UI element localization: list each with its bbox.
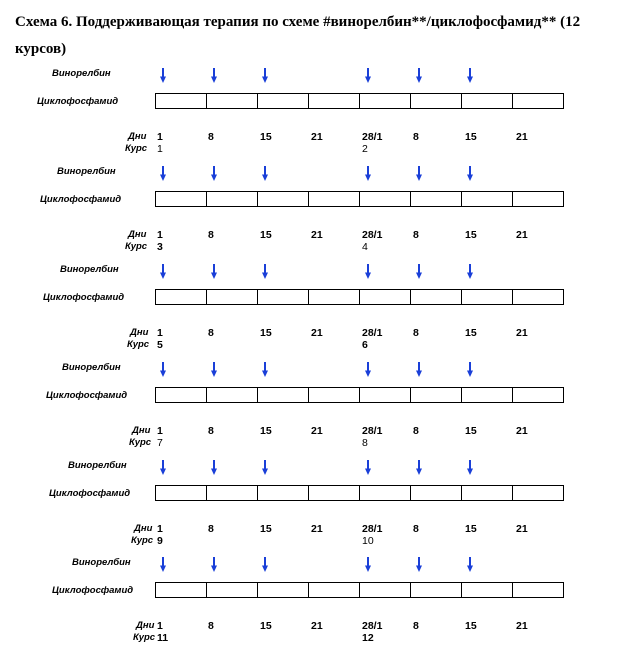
vinorelbine-label: Винорелбин xyxy=(57,166,116,177)
vinorelbine-dose-arrow-icon xyxy=(365,557,371,572)
day-number: 21 xyxy=(311,425,323,437)
vinorelbine-dose-arrow-icon xyxy=(262,68,268,83)
course-label: Курс xyxy=(125,241,148,252)
course-number: 5 xyxy=(157,339,163,351)
cyclophosphamide-label: Циклофосфамид xyxy=(40,194,122,205)
course-number: 4 xyxy=(362,241,368,253)
course-block xyxy=(0,557,630,651)
day-number: 8 xyxy=(413,327,419,339)
vinorelbine-dose-arrow-icon xyxy=(160,264,166,279)
cyclophosphamide-label: Циклофосфамид xyxy=(49,488,131,499)
day-number: 21 xyxy=(311,620,323,632)
vinorelbine-dose-arrow-icon xyxy=(467,362,473,377)
day-number: 21 xyxy=(311,523,323,535)
day-number: 21 xyxy=(516,131,528,143)
cyclophosphamide-day-segment xyxy=(309,486,360,500)
course-block xyxy=(0,166,630,260)
days-label: Дни xyxy=(132,425,151,436)
cyclophosphamide-label: Циклофосфамид xyxy=(43,292,125,303)
day-number: 8 xyxy=(413,620,419,632)
course-block xyxy=(0,362,630,456)
day-number: 21 xyxy=(311,229,323,241)
course-block xyxy=(0,264,630,358)
course-block xyxy=(0,68,630,162)
cyclophosphamide-day-segment xyxy=(360,583,411,597)
day-number: 21 xyxy=(516,620,528,632)
days-label: Дни xyxy=(134,523,153,534)
vinorelbine-dose-arrow-icon xyxy=(365,362,371,377)
vinorelbine-dose-arrow-icon xyxy=(416,362,422,377)
day-number: 8 xyxy=(208,327,214,339)
day-number: 28/1 xyxy=(362,327,383,339)
vinorelbine-label: Винорелбин xyxy=(52,68,111,79)
day-number: 21 xyxy=(516,229,528,241)
day-number: 15 xyxy=(260,131,272,143)
vinorelbine-dose-arrow-icon xyxy=(211,68,217,83)
cyclophosphamide-day-segment xyxy=(258,486,309,500)
vinorelbine-dose-arrow-icon xyxy=(416,460,422,475)
cyclophosphamide-day-segment xyxy=(462,583,513,597)
cyclophosphamide-day-segment xyxy=(258,94,309,108)
day-number: 28/1 xyxy=(362,523,383,535)
vinorelbine-dose-arrow-icon xyxy=(160,68,166,83)
course-number: 3 xyxy=(157,241,163,253)
day-number: 1 xyxy=(157,229,163,241)
day-number: 1 xyxy=(157,327,163,339)
day-number: 21 xyxy=(516,327,528,339)
cyclophosphamide-day-segment xyxy=(513,388,563,402)
course-block xyxy=(0,460,630,554)
vinorelbine-label: Винорелбин xyxy=(72,557,131,568)
course-number: 11 xyxy=(157,632,169,644)
day-number: 8 xyxy=(413,229,419,241)
cyclophosphamide-day-segment xyxy=(309,192,360,206)
day-number: 28/1 xyxy=(362,131,383,143)
cyclophosphamide-day-segment xyxy=(360,290,411,304)
vinorelbine-label: Винорелбин xyxy=(62,362,121,373)
cyclophosphamide-day-segment xyxy=(462,94,513,108)
course-number: 10 xyxy=(362,535,374,547)
day-number: 15 xyxy=(260,523,272,535)
day-number: 15 xyxy=(465,229,477,241)
day-number: 15 xyxy=(260,620,272,632)
cyclophosphamide-day-segment xyxy=(360,192,411,206)
day-number: 15 xyxy=(260,327,272,339)
cyclophosphamide-day-segment xyxy=(156,192,207,206)
cyclophosphamide-day-segment xyxy=(309,94,360,108)
day-number: 28/1 xyxy=(362,425,383,437)
days-label: Дни xyxy=(136,620,155,631)
day-number: 15 xyxy=(465,620,477,632)
cyclophosphamide-day-segment xyxy=(411,583,462,597)
vinorelbine-dose-arrow-icon xyxy=(467,460,473,475)
course-label: Курс xyxy=(129,437,152,448)
day-number: 15 xyxy=(260,229,272,241)
cyclophosphamide-day-segment xyxy=(462,388,513,402)
cyclophosphamide-day-segment xyxy=(513,290,563,304)
day-number: 21 xyxy=(311,131,323,143)
day-number: 15 xyxy=(465,425,477,437)
vinorelbine-dose-arrow-icon xyxy=(262,166,268,181)
cyclophosphamide-day-segment xyxy=(207,486,258,500)
day-number: 28/1 xyxy=(362,620,383,632)
day-number: 1 xyxy=(157,425,163,437)
course-number: 6 xyxy=(362,339,368,351)
course-label: Курс xyxy=(133,632,156,643)
cyclophosphamide-day-segment xyxy=(309,388,360,402)
cyclophosphamide-day-segment xyxy=(156,583,207,597)
cyclophosphamide-day-segment xyxy=(411,486,462,500)
cyclophosphamide-day-segment xyxy=(411,192,462,206)
course-number: 8 xyxy=(362,437,368,449)
vinorelbine-dose-arrow-icon xyxy=(160,362,166,377)
vinorelbine-dose-arrow-icon xyxy=(365,460,371,475)
cyclophosphamide-day-segment xyxy=(258,290,309,304)
vinorelbine-dose-arrow-icon xyxy=(416,557,422,572)
vinorelbine-dose-arrow-icon xyxy=(211,166,217,181)
days-label: Дни xyxy=(128,131,147,142)
cyclophosphamide-day-segment xyxy=(462,486,513,500)
vinorelbine-dose-arrow-icon xyxy=(467,264,473,279)
vinorelbine-dose-arrow-icon xyxy=(467,166,473,181)
cyclophosphamide-day-segment xyxy=(360,388,411,402)
cyclophosphamide-bar xyxy=(155,485,564,501)
cyclophosphamide-bar xyxy=(155,289,564,305)
day-number: 15 xyxy=(465,523,477,535)
cyclophosphamide-day-segment xyxy=(360,486,411,500)
cyclophosphamide-day-segment xyxy=(258,192,309,206)
vinorelbine-dose-arrow-icon xyxy=(262,557,268,572)
day-number: 8 xyxy=(208,620,214,632)
vinorelbine-dose-arrow-icon xyxy=(262,362,268,377)
day-number: 8 xyxy=(413,523,419,535)
day-number: 15 xyxy=(465,131,477,143)
cyclophosphamide-day-segment xyxy=(207,94,258,108)
day-number: 1 xyxy=(157,131,163,143)
cyclophosphamide-day-segment xyxy=(207,583,258,597)
cyclophosphamide-day-segment xyxy=(156,290,207,304)
vinorelbine-dose-arrow-icon xyxy=(262,460,268,475)
vinorelbine-label: Винорелбин xyxy=(60,264,119,275)
cyclophosphamide-day-segment xyxy=(360,94,411,108)
vinorelbine-dose-arrow-icon xyxy=(365,264,371,279)
vinorelbine-dose-arrow-icon xyxy=(416,166,422,181)
cyclophosphamide-day-segment xyxy=(207,192,258,206)
vinorelbine-dose-arrow-icon xyxy=(467,557,473,572)
vinorelbine-dose-arrow-icon xyxy=(467,68,473,83)
cyclophosphamide-label: Циклофосфамид xyxy=(52,585,134,596)
day-number: 15 xyxy=(260,425,272,437)
day-number: 28/1 xyxy=(362,229,383,241)
vinorelbine-dose-arrow-icon xyxy=(211,264,217,279)
cyclophosphamide-bar xyxy=(155,191,564,207)
cyclophosphamide-day-segment xyxy=(258,583,309,597)
cyclophosphamide-day-segment xyxy=(156,94,207,108)
cyclophosphamide-day-segment xyxy=(207,290,258,304)
vinorelbine-dose-arrow-icon xyxy=(160,460,166,475)
vinorelbine-dose-arrow-icon xyxy=(365,68,371,83)
cyclophosphamide-label: Циклофосфамид xyxy=(46,390,128,401)
vinorelbine-dose-arrow-icon xyxy=(160,166,166,181)
vinorelbine-dose-arrow-icon xyxy=(416,264,422,279)
day-number: 1 xyxy=(157,620,163,632)
cyclophosphamide-day-segment xyxy=(258,388,309,402)
cyclophosphamide-day-segment xyxy=(309,583,360,597)
cyclophosphamide-day-segment xyxy=(309,290,360,304)
course-number: 1 xyxy=(157,143,163,155)
day-number: 8 xyxy=(208,131,214,143)
course-number: 12 xyxy=(362,632,374,644)
course-number: 2 xyxy=(362,143,368,155)
cyclophosphamide-day-segment xyxy=(513,583,563,597)
cyclophosphamide-day-segment xyxy=(513,192,563,206)
day-number: 15 xyxy=(465,327,477,339)
vinorelbine-dose-arrow-icon xyxy=(160,557,166,572)
cyclophosphamide-bar xyxy=(155,93,564,109)
vinorelbine-dose-arrow-icon xyxy=(211,362,217,377)
day-number: 8 xyxy=(208,523,214,535)
cyclophosphamide-day-segment xyxy=(156,388,207,402)
day-number: 1 xyxy=(157,523,163,535)
course-number: 9 xyxy=(157,535,163,547)
vinorelbine-dose-arrow-icon xyxy=(365,166,371,181)
course-number: 7 xyxy=(157,437,163,449)
days-label: Дни xyxy=(128,229,147,240)
day-number: 8 xyxy=(413,425,419,437)
vinorelbine-dose-arrow-icon xyxy=(416,68,422,83)
cyclophosphamide-day-segment xyxy=(411,290,462,304)
days-label: Дни xyxy=(130,327,149,338)
cyclophosphamide-day-segment xyxy=(207,388,258,402)
day-number: 21 xyxy=(516,523,528,535)
cyclophosphamide-day-segment xyxy=(513,94,563,108)
day-number: 8 xyxy=(208,229,214,241)
cyclophosphamide-day-segment xyxy=(513,486,563,500)
cyclophosphamide-day-segment xyxy=(462,290,513,304)
cyclophosphamide-day-segment xyxy=(411,94,462,108)
cyclophosphamide-bar xyxy=(155,582,564,598)
page-title: Схема 6. Поддерживающая терапия по схеме #винорелбин**/циклофосфамид** (12 курсов) xyxy=(15,14,581,57)
cyclophosphamide-day-segment xyxy=(462,192,513,206)
cyclophosphamide-bar xyxy=(155,387,564,403)
vinorelbine-dose-arrow-icon xyxy=(211,557,217,572)
course-label: Курс xyxy=(125,143,148,154)
course-label: Курс xyxy=(127,339,150,350)
day-number: 21 xyxy=(516,425,528,437)
cyclophosphamide-day-segment xyxy=(411,388,462,402)
vinorelbine-dose-arrow-icon xyxy=(211,460,217,475)
vinorelbine-label: Винорелбин xyxy=(68,460,127,471)
cyclophosphamide-label: Циклофосфамид xyxy=(37,96,119,107)
vinorelbine-dose-arrow-icon xyxy=(262,264,268,279)
day-number: 8 xyxy=(208,425,214,437)
day-number: 8 xyxy=(413,131,419,143)
cyclophosphamide-day-segment xyxy=(156,486,207,500)
course-label: Курс xyxy=(131,535,154,546)
day-number: 21 xyxy=(311,327,323,339)
